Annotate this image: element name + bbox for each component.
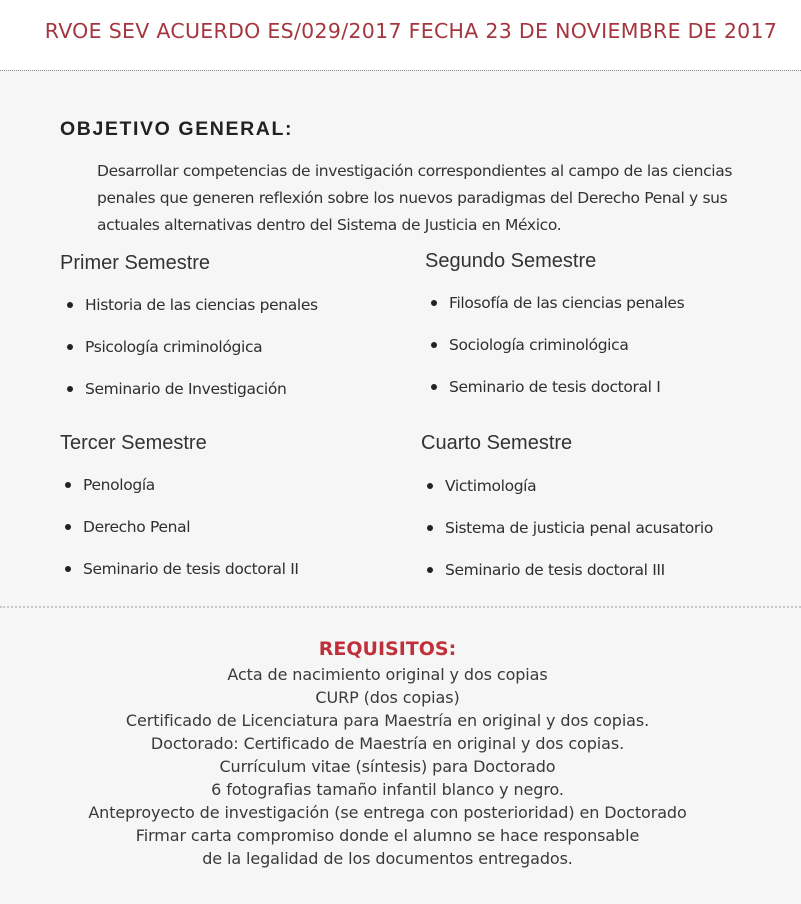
course-name: Seminario de tesis doctoral II <box>83 560 299 578</box>
course-name: Seminario de Investigación <box>85 380 287 398</box>
bullet-icon <box>427 567 433 573</box>
list-item <box>85 294 318 336</box>
bullet-icon <box>65 482 71 488</box>
bullet-icon <box>65 566 71 572</box>
semester-4-title: Cuarto Semestre <box>421 432 573 454</box>
bullet-icon <box>431 342 437 348</box>
requirement-item: Anteproyecto de investigación (se entrega con posterioridad) en Doctorado <box>88 803 687 822</box>
semester-3-title: Tercer Semestre <box>60 432 207 454</box>
requirement-item: Currículum vitae (síntesis) para Doctorado <box>219 757 556 776</box>
requirement-item: Acta de nacimiento original y dos copias <box>227 665 548 684</box>
semester-4-list <box>445 475 713 601</box>
rvoe-heading: RVOE SEV ACUERDO ES/029/2017 FECHA 23 DE NOVIEMBRE DE 2017 <box>44 19 778 43</box>
requirement-item: de la legalidad de los documentos entregados. <box>202 849 573 868</box>
objective-line: Desarrollar competencias de investigación correspondientes al campo de las ciencias <box>97 162 733 180</box>
list-item <box>83 516 299 558</box>
bullet-icon <box>427 525 433 531</box>
section-divider <box>0 606 801 608</box>
course-name: Psicología criminológica <box>85 338 263 356</box>
requirement-item: Certificado de Licenciatura para Maestría en original y dos copias. <box>125 711 650 730</box>
course-name: Seminario de tesis doctoral I <box>449 378 661 396</box>
bullet-icon <box>431 300 437 306</box>
course-name: Sociología criminológica <box>449 336 629 354</box>
bullet-icon <box>431 384 437 390</box>
bullet-icon <box>427 483 433 489</box>
list-item <box>85 336 318 378</box>
list-item <box>445 559 713 601</box>
requirements-title: REQUISITOS: <box>318 638 457 660</box>
bullet-icon <box>65 524 71 530</box>
course-name: Penología <box>83 476 155 494</box>
bullet-icon <box>67 302 73 308</box>
course-name: Victimología <box>445 477 537 495</box>
course-name: Filosofía de las ciencias penales <box>449 294 685 312</box>
objective-text <box>97 158 767 239</box>
list-item <box>445 517 713 559</box>
list-item <box>83 558 299 600</box>
list-item <box>445 475 713 517</box>
bullet-icon <box>67 386 73 392</box>
list-item <box>449 292 684 334</box>
objective-line: penales que generen reflexión sobre los nuevos paradigmas del Derecho Penal y sus <box>97 189 728 207</box>
semester-3-list <box>83 474 299 600</box>
semester-2-title: Segundo Semestre <box>425 250 597 272</box>
semester-1-list <box>85 294 318 420</box>
course-name: Sistema de justicia penal acusatorio <box>445 519 713 537</box>
semester-2-list <box>449 292 684 418</box>
list-item <box>85 378 318 420</box>
objective-title: OBJETIVO GENERAL: <box>60 118 294 140</box>
requirements-list <box>0 663 775 870</box>
requirement-item: 6 fotografias tamaño infantil blanco y negro. <box>211 780 564 799</box>
course-name: Historia de las ciencias penales <box>85 296 318 314</box>
list-item <box>449 376 684 418</box>
semester-1-title: Primer Semestre <box>60 252 211 274</box>
objective-line: actuales alternativas dentro del Sistema de Justicia en México. <box>97 216 562 234</box>
bullet-icon <box>67 344 73 350</box>
course-name: Seminario de tesis doctoral III <box>445 561 665 579</box>
top-divider <box>0 70 801 71</box>
requirement-item: CURP (dos copias) <box>315 688 460 707</box>
requirement-item: Firmar carta compromiso donde el alumno se hace responsable <box>135 826 640 845</box>
header-band <box>0 0 801 70</box>
list-item <box>449 334 684 376</box>
course-name: Derecho Penal <box>83 518 191 536</box>
requirement-item: Doctorado: Certificado de Maestría en original y dos copias. <box>150 734 625 753</box>
list-item <box>83 474 299 516</box>
